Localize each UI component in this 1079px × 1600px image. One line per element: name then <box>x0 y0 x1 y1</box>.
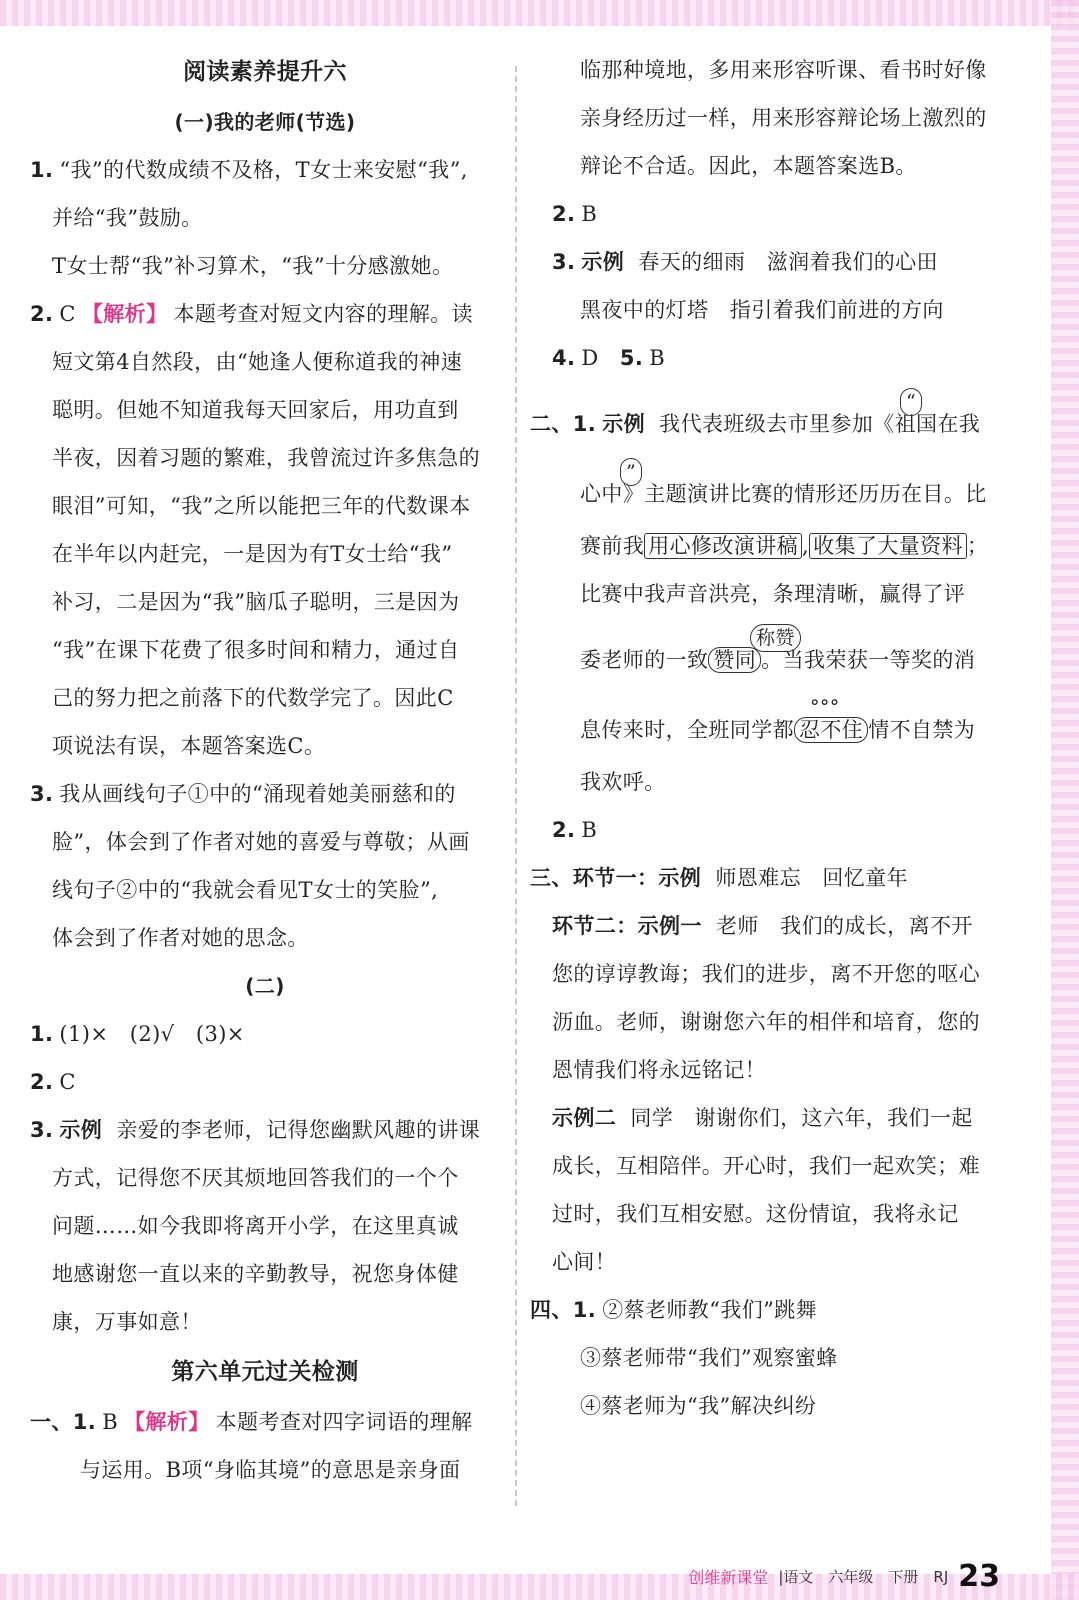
left-column <box>30 46 500 1494</box>
example-label: 示例二 <box>552 1106 617 1130</box>
question-number: 4. <box>552 346 576 370</box>
question-number: 1. <box>30 158 54 182</box>
answer-line <box>30 1010 500 1058</box>
answer-line: 方式，记得您不厌其烦地回答我们的一个个 <box>52 1166 459 1190</box>
answer-choice: B <box>102 1410 119 1434</box>
answer-text: , <box>802 534 810 558</box>
answer-choice: C <box>59 1070 76 1094</box>
book-info: |语文 六年级 下册 RJ <box>778 1567 949 1586</box>
answer-line <box>530 902 1030 950</box>
answer-text: 春天的细雨 滋润着我们的心田 <box>638 250 938 274</box>
question-number: 3. <box>30 782 54 806</box>
answer-2-line: 补习，二是因为“我”脑瓜子聪明，三是因为 <box>52 590 460 614</box>
answer-line: 黑夜中的灯塔 指引着我们前进的方向 <box>580 298 944 322</box>
answer-line: ③蔡老师带“我们”观察蜜蜂 <box>580 1346 838 1370</box>
section-title: 阅读素养提升六 <box>183 59 347 85</box>
answer-line: 亲身经历过一样，用来形容辩论场上激烈的 <box>580 106 987 130</box>
answer-choice: B <box>581 818 598 842</box>
answer-line: 临那种境地，多用来形容听课、看书时好像 <box>580 58 987 82</box>
question-number: 5. <box>619 346 644 370</box>
answer-choice: B <box>649 346 666 370</box>
answer-3-line: 体会到了作者对她的思念。 <box>52 926 309 950</box>
answer-text: ； <box>966 534 989 558</box>
section-label: 三、环节一： <box>530 866 659 890</box>
answer-text: 本题考查对短文内容的理解。读 <box>173 302 474 326</box>
question-number: 二、1. <box>530 412 597 436</box>
answer-1-line: T女士帮“我”补习算术，“我”十分感激她。 <box>52 254 454 278</box>
revision-line: 我欢呼。 <box>580 770 666 794</box>
answer-3-line: 线句子②中的“我就会看见T女士的笑脸”, <box>52 878 439 902</box>
answer-line <box>530 190 1030 238</box>
answer-choice: C <box>59 302 76 326</box>
answer-line: 问题……如今我即将离开小学，在这里真诚 <box>52 1214 459 1238</box>
answer-line <box>30 1058 500 1106</box>
answer-line: ④蔡老师为“我”解决纠纷 <box>580 1394 817 1418</box>
answer-2-line: 在半年以内赶完，一是因为有T女士给“我” <box>52 542 453 566</box>
answer-2-line: 聪明。但她不知道我每天回家后，用功直到 <box>52 398 459 422</box>
decorative-border-right <box>1051 0 1079 1600</box>
answer-line <box>30 1106 500 1154</box>
revision-line: 比赛中我声音洪亮，条理清晰，赢得了评 <box>580 582 966 606</box>
answer-text: 同学 谢谢你们，这六年，我们一起 <box>630 1106 973 1130</box>
answer-text: 。当我荣获一等奖的消 <box>761 648 976 672</box>
answer-2-line: 己的努力把之前落下的代数学完了。因此C <box>52 686 454 710</box>
answer-text: 《祖国在我 <box>873 412 981 436</box>
answer-text: 主题演讲比赛的情形还历历在目。比 <box>644 482 987 506</box>
answer-line: 您的谆谆教诲；我们的进步，离不开您的呕心 <box>552 962 980 986</box>
example-label: 示例 <box>602 412 646 436</box>
question-number: 3. <box>552 250 576 274</box>
page-number: 23 <box>958 1558 1000 1594</box>
answer-text: 心中 <box>580 482 623 506</box>
answer-text: 老师 我们的成长，离不开 <box>715 914 973 938</box>
answer-line <box>530 1286 1030 1334</box>
answer-line <box>530 238 1030 286</box>
analysis-tag: 【解析】 <box>124 1409 210 1434</box>
question-number: 四、1. <box>530 1298 597 1322</box>
revision-line <box>530 522 1030 570</box>
boxed-text: 收集了大量资料 <box>809 533 967 559</box>
question-number: 2. <box>552 818 576 842</box>
answer-line <box>530 1094 1030 1142</box>
answer-line: 康，万事如意！ <box>52 1310 202 1334</box>
answer-line: 沥血。老师，谢谢您六年的相伴和培育，您的 <box>552 1010 980 1034</box>
page-footer <box>688 1556 1000 1596</box>
passage-title-1: (一)我的老师(节选) <box>174 110 356 134</box>
decorative-border-top <box>0 0 1079 26</box>
circled-text: 赞同 <box>708 647 761 673</box>
answer-line <box>530 854 1030 902</box>
answer-2-line: 半夜，因着习题的繁难，我曾流过许多焦急的 <box>52 446 480 470</box>
answer-text: 》 <box>622 482 645 506</box>
answer-text: 本题考查对四字词语的理解 <box>215 1410 473 1434</box>
answer-line: 成长，互相陪伴。开心时，我们一起欢笑；难 <box>552 1154 980 1178</box>
answer-line: 心间！ <box>552 1250 617 1274</box>
analysis-tag: 【解析】 <box>81 301 168 326</box>
answer-line: 恩情我们将永远铭记！ <box>552 1058 766 1082</box>
question-number: 一、1. <box>30 1410 97 1434</box>
answer-line: 过时，我们互相安慰。这份情谊，我将永记 <box>552 1202 959 1226</box>
answer-1-line <box>30 146 500 194</box>
revision-line <box>530 618 1030 688</box>
proofreading-mark: ” <box>620 458 642 486</box>
proofreading-mark: “ <box>900 388 922 416</box>
example-label: 示例 <box>581 250 625 274</box>
answer-line: 地感谢您一直以来的辛勤教导，祝您身体健 <box>52 1262 459 1286</box>
answer-2-line: “我”在课下花费了很多时间和精力，通过自 <box>52 638 460 662</box>
revision-line <box>530 452 1030 522</box>
question-number: 1. <box>30 1022 54 1046</box>
passage-title-2: (二) <box>245 974 285 998</box>
answer-text: 情不自禁为 <box>868 718 976 742</box>
answer-2-line <box>30 290 500 338</box>
answer-2-line: 项说法有误，本题答案选C。 <box>52 734 326 758</box>
answer-page <box>30 46 1040 1594</box>
answer-line: 辩论不合适。因此，本题答案选B。 <box>580 154 917 178</box>
answer-text: 师恩难忘 回忆童年 <box>715 866 908 890</box>
proofreading-mark: °°° <box>810 696 840 718</box>
answer-3-line <box>30 770 500 818</box>
brand-name: 创维新课堂 <box>688 1567 769 1587</box>
answer-text: 亲爱的李老师，记得您幽默风趣的讲课 <box>116 1118 481 1142</box>
question-number: 2. <box>552 202 576 226</box>
answer-2-line: 眼泪”可知，“我”之所以能把三年的代数课本 <box>52 494 471 518</box>
section-label: 环节二：示例一 <box>552 914 702 938</box>
answer-text: 息传来时，全班同学都 <box>580 718 794 742</box>
revision-line <box>530 688 1030 758</box>
answer-line <box>30 1398 500 1446</box>
question-number: 2. <box>30 302 54 326</box>
revision-line <box>530 382 1030 452</box>
right-column <box>530 46 1030 1430</box>
answer-text: ②蔡老师教“我们”跳舞 <box>602 1298 818 1322</box>
answer-text: 我代表班级去市里参加 <box>659 412 874 436</box>
answer-line: 与运用。B项“身临其境”的意思是亲身面 <box>80 1458 461 1482</box>
answer-2-line: 短文第4自然段，由“她逢人便称道我的神速 <box>52 350 463 374</box>
answer-text: “我”的代数成绩不及格，T女士来安慰“我”, <box>59 158 468 182</box>
column-divider <box>515 66 517 1506</box>
answer-3-line: 脸”，体会到了作者对她的喜爱与尊敬；从画 <box>52 830 470 854</box>
answer-line <box>530 806 1030 854</box>
answer-choice: B <box>581 202 598 226</box>
question-number: 3. <box>30 1118 54 1142</box>
answer-text: (1)× (2)√ (3)× <box>59 1022 245 1046</box>
answer-choice: D <box>581 346 599 370</box>
example-label: 示例 <box>658 866 702 890</box>
example-label: 示例 <box>59 1118 103 1142</box>
unit-test-title: 第六单元过关检测 <box>171 1359 359 1385</box>
answer-1-line: 并给“我”鼓励。 <box>52 206 203 230</box>
boxed-text: 用心修改演讲稿 <box>644 533 802 559</box>
question-number: 2. <box>30 1070 54 1094</box>
answer-text: 我从画线句子①中的“涌现着她美丽慈和的 <box>59 782 456 806</box>
circled-text: 忍不住 <box>794 717 868 743</box>
answer-text: 委老师的一致 <box>580 648 709 672</box>
proofreading-mark: 称赞 <box>750 624 801 652</box>
answer-text: 赛前我 <box>580 534 645 558</box>
answer-line <box>530 334 1030 382</box>
